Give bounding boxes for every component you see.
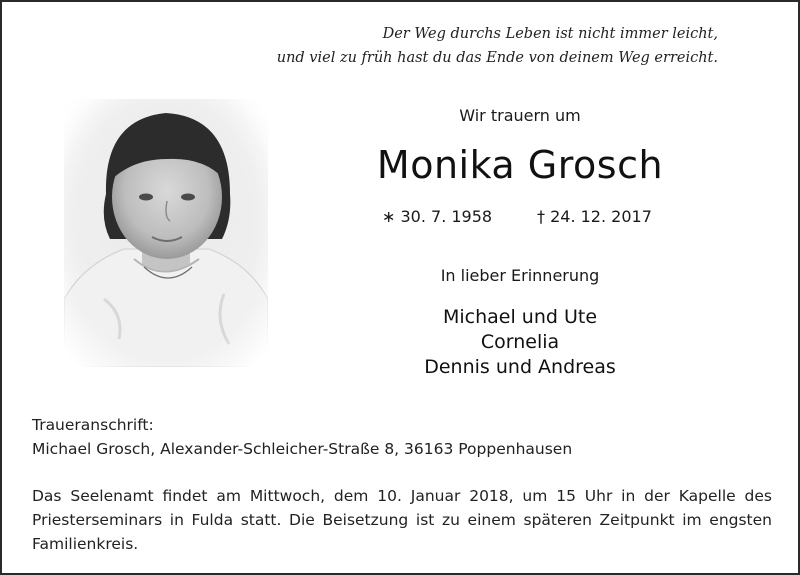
family-signatories — [302, 305, 738, 380]
motto-verse — [277, 22, 718, 70]
portrait-photo — [64, 99, 268, 367]
motto-line-1: Der Weg durchs Leben ist nicht immer leicht, — [382, 26, 718, 42]
address-line: Michael Grosch, Alexander-Schleicher-Straße 8, 36163 Poppenhausen — [32, 440, 573, 458]
portrait-image — [64, 99, 268, 367]
death-date: † 24. 12. 2017 — [537, 207, 652, 226]
mourning-address — [32, 413, 572, 461]
memory-line: In lieber Erinnerung — [440, 266, 600, 285]
motto-line-2: und viel zu früh hast du das Ende von deinem Weg erreicht. — [276, 50, 718, 66]
family-member: Cornelia — [480, 331, 560, 353]
family-member: Michael und Ute — [442, 306, 598, 328]
family-member: Dennis und Andreas — [424, 356, 616, 378]
address-label: Traueranschrift: — [32, 416, 154, 434]
birth-date: ∗ 30. 7. 1958 — [382, 207, 493, 226]
funeral-notice: Das Seelenamt findet am Mittwoch, dem 10. Januar 2018, um 15 Uhr in der Kapelle des Priesterseminars in Fulda statt. Die Beisetzung ist zu einem späteren Zeitpunkt im engsten Familienkreis. — [32, 487, 772, 553]
deceased-name: Monika Grosch — [376, 143, 664, 187]
mourning-intro: Wir trauern um — [459, 106, 581, 125]
